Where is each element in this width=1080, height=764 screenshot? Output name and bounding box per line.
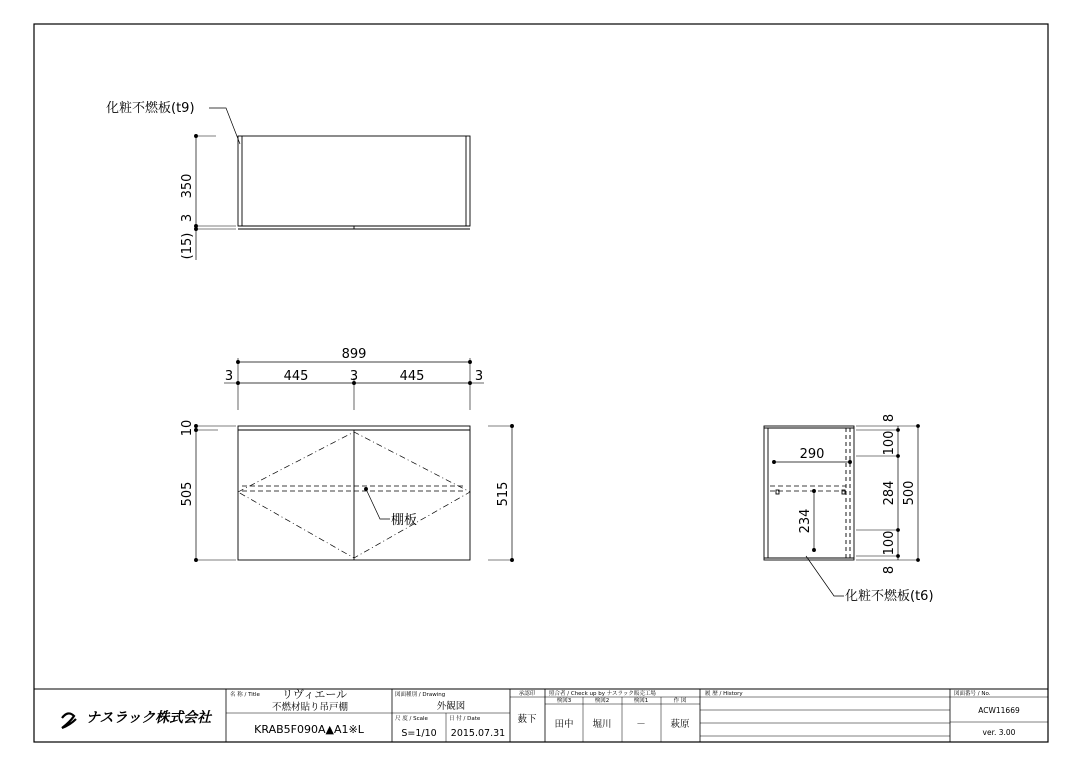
top-view	[194, 108, 470, 260]
dim-side-500: 500	[902, 480, 917, 506]
dim-side-8b: 8	[882, 565, 897, 575]
dim-side-234: 234	[798, 508, 813, 534]
dim-top-350: 350	[180, 173, 195, 199]
version: ver. 3.00	[982, 728, 1016, 737]
front-view	[194, 358, 514, 562]
check-name-3: －	[636, 719, 646, 730]
date: 2015.07.31	[450, 728, 506, 739]
dim-side-100a: 100	[882, 430, 897, 456]
top-panel-callout: 化粧不燃板(t9)	[106, 101, 195, 116]
dim-side-284: 284	[882, 480, 897, 506]
dim-top-3: 3	[180, 213, 195, 223]
scale-caption: 尺 度 / Scale	[395, 716, 428, 722]
model-number: KRAB5F090A▲A1※L	[254, 723, 364, 736]
drafter-name: 薮下	[517, 714, 537, 725]
dim-side-8a: 8	[882, 413, 897, 423]
check-caption: 照合者 / Check up by ナスラック販売工場	[549, 691, 656, 697]
check-header-4: 作 図	[673, 698, 687, 704]
drafter-caption: 承認印	[518, 691, 536, 697]
dim-side-290: 290	[799, 447, 825, 462]
title-line1: リヴィエール	[282, 688, 348, 701]
dim-front-445a: 445	[283, 369, 309, 384]
dim-front-899: 899	[341, 347, 367, 362]
date-caption: 日 付 / Date	[449, 716, 481, 722]
check-header-2: 検図2	[594, 698, 610, 704]
dim-side-100b: 100	[882, 530, 897, 556]
title-caption: 名 称 / Title	[230, 692, 260, 698]
dim-front-505: 505	[180, 481, 195, 507]
company-name: ナスラック株式会社	[86, 710, 212, 726]
shelf-callout: 棚板	[391, 513, 418, 528]
scale: S=1/10	[401, 728, 437, 739]
dim-front-3c: 3	[474, 369, 484, 384]
dim-top-15: (15)	[180, 232, 195, 260]
title-line2: 不燃材貼り吊戸棚	[271, 702, 349, 713]
sheet-border	[34, 24, 1048, 742]
number-caption: 図面番号 / No.	[954, 691, 991, 697]
drawing-caption: 図面種別 / Drawing	[395, 692, 446, 698]
dim-front-515: 515	[496, 481, 511, 507]
drawing-number: ACW11669	[978, 706, 1020, 715]
dim-front-3a: 3	[224, 369, 234, 384]
check-name-1: 田中	[554, 719, 574, 730]
check-name-4: 萩原	[670, 719, 690, 730]
company-logo	[62, 709, 213, 728]
drawing-type: 外観図	[436, 701, 466, 712]
history-caption: 履 歴 / History	[705, 691, 743, 697]
check-name-2: 堀川	[592, 719, 612, 730]
side-panel-callout: 化粧不燃板(t6)	[845, 589, 934, 604]
dim-front-445b: 445	[399, 369, 425, 384]
check-header-1: 検図3	[556, 698, 572, 704]
check-header-3: 検図1	[633, 698, 649, 704]
dim-front-10: 10	[180, 419, 195, 437]
dim-front-3b: 3	[349, 369, 359, 384]
